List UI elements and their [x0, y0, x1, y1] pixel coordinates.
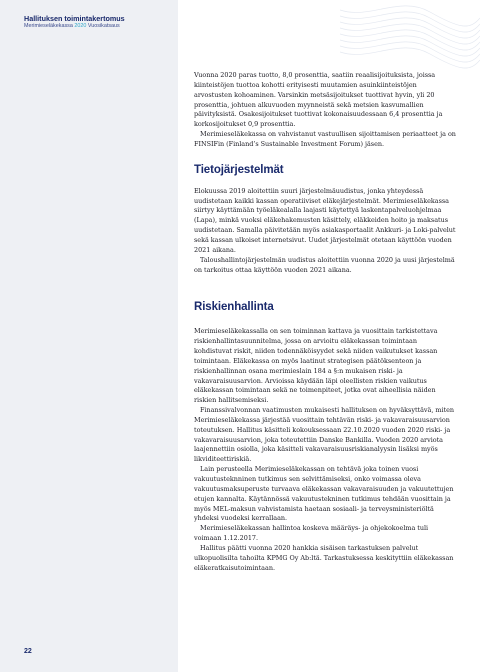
report-subtitle-rest: Vuosikatsaus [86, 23, 120, 29]
body-paragraph: Finanssivalvonnan vaatimusten mukaisesti hallituksen on hyväksyttävä, miten Merimieseläkekassa järjestää vuosittain tehtävän riski- ja vakavaraisuusarvion toteutuksen. Hallitus käsitteli kokouksessaan 22.10.2020 vuoden 2020 riski- ja vakavaraisuusarvion, joka toteutettiin Danske Bankilla. Vuoden 2020 arviota laajennettiin osiolla, joka käsitteli vakavaraisuusriskianalyysin lisäksi myös likviditeettiriskiä. [194, 406, 455, 464]
report-title: Hallituksen toimintakertomus [24, 14, 125, 23]
body-paragraph: Elokuussa 2019 aloitettiin suuri järjestelmäuudistus, jonka yhteydessä uudistetaan kaikki kassan operatiiviset eläkejärjestelmät. Merimieseläkekassa siirtyy käyttämään työeläkealalla laajasti käytettyä laskentapalveluohjelmaa (Lapa), minkä vuoksi eläkehakemusten käsittely, eläkkeiden hoito ja maksatus uudistetaan. Samalla päivitetään myös asiakasportaalit Ankkuri- ja Loki-palvelut sekä kassan ulkoiset internetsivut. Uudet järjestelmät otetaan käyttöön vuoden 2021 aikana. [194, 186, 456, 254]
body-paragraph: Vuonna 2020 paras tuotto, 8,0 prosenttia, saatiin reaalisijoituksista, joissa kiinteistöjen tuottoa kohotti erityisesti muutamien asuinkiinteistöjen arvostusten kohoaminen. Varsinkin metsäsijoitukset tuottivat hyvin, yli 20 prosenttia, johtuen alkuvuoden myynneistä sekä metsien kasvumallien päivityksistä. Osakesijoitukset tuottivat kokonaisuudessaan 6,4 prosenttia ja korkosijoitukset 0,9 prosenttia. [194, 71, 443, 129]
report-subtitle-year: 2020 [74, 23, 87, 29]
body-paragraph: Merimieseläkekassa on vahvistanut vastuullisen sijoittamisen periaatteet ja on FINSIFin (Finland’s Sustainable Investment Forum) jäsen. [194, 130, 456, 148]
report-subtitle [24, 23, 120, 29]
main-text-column [194, 71, 456, 573]
body-paragraph: Hallitus päätti vuonna 2020 hankkia sisäisen tarkastuksen palvelut ulkopuolisilta tahoilta KPMG Oy Ab:ltä. Tarkastuksessa keskityttiin eläkekassan eläkeratkaisutoimintaan. [194, 543, 454, 572]
report-subtitle-org: Merimieseläkekassa [24, 23, 75, 29]
section-heading-tietojarjestelmat: Tietojärjestelmät [194, 163, 284, 176]
body-paragraph: Merimieseläkekassalla on sen toiminnan kattava ja vuosittain tarkistettava riskienhallintasuunnitelma, jossa on arvioitu eläkekassan toimintaan kohdistuvat riskit, niiden todennäköisyydet sekä niiden vaikutukset kassan toimintaan. Eläkekassa on myös laatinut strategisen päätöksenteon ja riskienhallinnan osana merimieslain 184 a §:n mukaisen riski- ja vakavaraisuusarvion. Arvioissa käydään läpi oleellisten riskien vaikutus eläkekassan toimintaan sekä ne toimenpiteet, jotka ovat aiheellisia näiden riskien hallitsemiseksi. [194, 327, 438, 405]
body-paragraph: Taloushallintojärjestelmän uudistus aloitettiin vuonna 2020 ja uusi järjestelmä on tarkoitus ottaa käyttöön vuoden 2021 aikana. [194, 255, 455, 274]
body-paragraph: Merimieseläkekassan hallintoa koskeva määräys- ja ohjekokoelma tuli voimaan 1.12.2017. [194, 524, 429, 543]
sidebar-band [0, 0, 178, 672]
body-paragraph: Lain perusteella Merimieseläkekassan on tehtävä joka toinen vuosi vakuutusteknninen tutkimus sen selvittämiseksi, onko voimassa oleva vakuutusmaksuperuste turvaava eläkekassan vakavaraisuuden ja vakuutettujen etujen kannalta. Käytännössä vakuutustekninen tutkimus tehdään vuosittain ja myös MEL-maksun vahvistamista haetaan sosiaali- ja terveysministeriöltä yhdeksi vuodeksi kerrallaan. [194, 465, 454, 523]
section-heading-riskienhallinta: Riskienhallinta [194, 301, 274, 314]
page-number: 22 [24, 648, 32, 655]
